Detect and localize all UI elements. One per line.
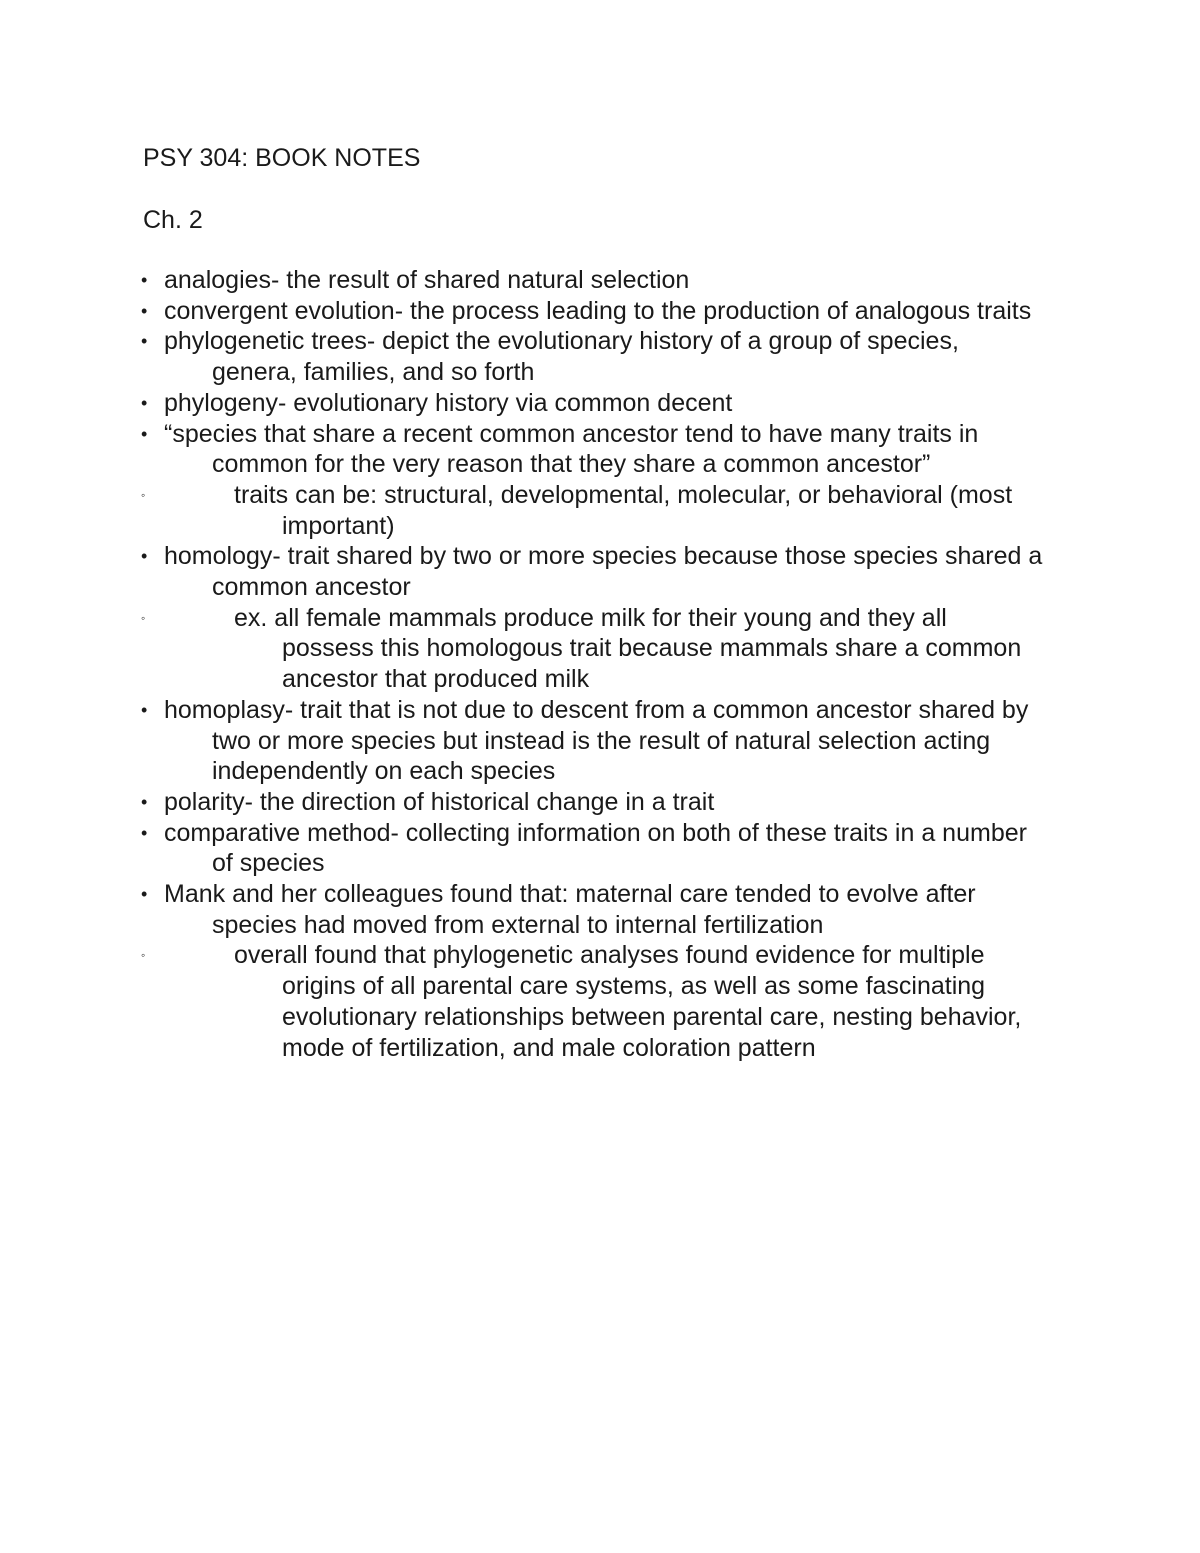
bullet-icon: • (141, 822, 148, 843)
list-item (0, 419, 1200, 480)
item-text: Mank and her colleagues found that: maternal care tended to evolve after (164, 880, 976, 909)
bullet-icon: • (141, 331, 148, 352)
item-text: phylogenetic trees- depict the evolutionary history of a group of species, (164, 327, 959, 356)
item-text: homology- trait shared by two or more species because those species shared a (164, 542, 1043, 571)
bullet-icon: • (141, 791, 148, 812)
list-item (0, 879, 1200, 940)
item-text: common ancestor (212, 573, 411, 602)
sub-list-item (0, 603, 1200, 695)
item-text: ancestor that produced milk (282, 665, 590, 694)
item-text: homoplasy- trait that is not due to descent from a common ancestor shared by (164, 695, 1029, 724)
bullet-icon: • (141, 423, 148, 444)
item-text: comparative method- collecting information on both of these traits in a number (164, 818, 1027, 847)
list-item (0, 818, 1200, 879)
item-text: important) (282, 511, 395, 540)
item-text: independently on each species (212, 757, 556, 786)
bullet-icon: • (141, 270, 148, 290)
item-text: possess this homologous trait because mammals share a common (282, 634, 1022, 663)
item-text: traits can be: structural, developmental, molecular, or behavioral (most (234, 480, 1013, 509)
item-text: of species (212, 849, 325, 878)
item-text: convergent evolution- the process leading to the production of analogous traits (164, 296, 1032, 325)
item-text: phylogeny- evolutionary history via common decent (164, 388, 733, 417)
item-text: common for the very reason that they share a common ancestor” (212, 450, 931, 479)
list-item (0, 265, 1200, 296)
bullet-icon: • (141, 699, 148, 720)
item-text: overall found that phylogenetic analyses found evidence for multiple (234, 941, 985, 970)
list-item (0, 388, 1200, 419)
sub-list-item (0, 940, 1200, 1063)
list-item (0, 787, 1200, 818)
item-text: “species that share a recent common ancestor tend to have many traits in (164, 419, 979, 448)
item-text: two or more species but instead is the result of natural selection acting (212, 726, 991, 755)
sub-bullet-icon: ◦ (141, 610, 146, 625)
item-text: ex. all female mammals produce milk for their young and they all (234, 603, 947, 632)
chapter-heading: Ch. 2 (143, 206, 203, 234)
item-text: mode of fertilization, and male coloration pattern (282, 1033, 816, 1062)
bullet-icon: • (141, 546, 148, 567)
item-text: evolutionary relationships between parental care, nesting behavior, (282, 1002, 1022, 1031)
page-title: PSY 304: BOOK NOTES (143, 144, 421, 172)
item-text: genera, families, and so forth (212, 358, 535, 387)
bullet-icon: • (141, 884, 148, 905)
item-text: origins of all parental care systems, as well as some fascinating (282, 972, 986, 1001)
item-text: species had moved from external to internal fertilization (212, 910, 824, 939)
sub-bullet-icon: ◦ (141, 487, 146, 502)
sub-list-item (0, 480, 1200, 541)
notes-list (0, 265, 1200, 1063)
list-item (0, 695, 1200, 787)
bullet-icon: • (141, 300, 148, 321)
item-text: analogies- the result of shared natural selection (164, 266, 690, 294)
sub-bullet-icon: ◦ (141, 948, 146, 963)
list-item (0, 541, 1200, 602)
item-text: polarity- the direction of historical change in a trait (164, 787, 715, 816)
list-item (0, 326, 1200, 387)
bullet-icon: • (141, 392, 148, 413)
list-item (0, 296, 1200, 327)
